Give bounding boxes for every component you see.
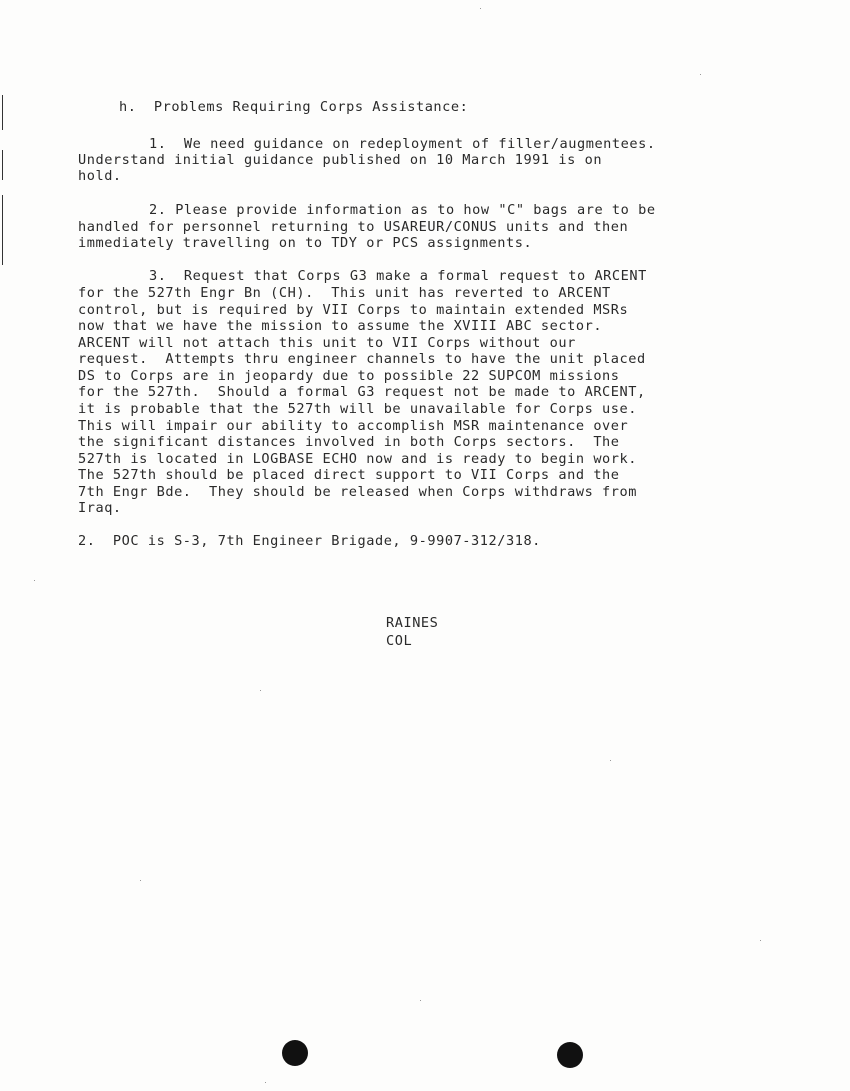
scan-speck [700,74,701,75]
paragraph-3-line-3: control, but is required by VII Corps to maintain extended MSRs [78,302,629,318]
paragraph-3-line-9: it is probable that the 527th will be unavailable for Corps use. [78,401,637,417]
paragraph-3-line-6: request. Attempts thru engineer channels to have the unit placed [78,351,646,367]
paragraph-3-line-13: The 527th should be placed direct support to VII Corps and the [78,467,620,483]
scan-speck [260,690,261,691]
margin-mark [2,95,3,130]
poc-line: 2. POC is S-3, 7th Engineer Brigade, 9-9907-312/318. [78,533,541,549]
paragraph-1-line-1: 1. We need guidance on redeployment of filler/augmentees. [149,136,656,152]
signature-rank: COL [386,633,413,649]
margin-mark [2,195,3,265]
paragraph-3-line-7: DS to Corps are in jeopardy due to possible 22 SUPCOM missions [78,368,620,384]
scan-speck [34,580,35,581]
paragraph-3-line-10: This will impair our ability to accomplish MSR maintenance over [78,418,629,434]
paragraph-3-line-15: Iraq. [78,500,122,516]
paragraph-3-line-4: now that we have the mission to assume the XVIII ABC sector. [78,318,603,334]
paragraph-3-line-12: 527th is located in LOGBASE ECHO now and is ready to begin work. [78,451,637,467]
scan-speck [760,940,761,941]
scan-speck [480,8,481,9]
paragraph-3-line-11: the significant distances involved in both Corps sectors. The [78,434,620,450]
scan-speck [140,880,141,881]
paragraph-3-line-8: for the 527th. Should a formal G3 request not be made to ARCENT, [78,384,646,400]
paragraph-1-line-3: hold. [78,168,122,184]
scan-speck [420,1000,421,1001]
paragraph-3-line-5: ARCENT will not attach this unit to VII Corps without our [78,335,576,351]
paragraph-1-line-2: Understand initial guidance published on 10 March 1991 is on [78,152,603,168]
punch-hole [282,1040,308,1066]
paragraph-3-line-2: for the 527th Engr Bn (CH). This unit has reverted to ARCENT [78,285,611,301]
punch-hole [557,1042,583,1068]
scan-speck [610,760,611,761]
margin-mark [2,150,3,180]
signature-name: RAINES [386,615,439,631]
paragraph-2-line-2: handled for personnel returning to USAREUR/CONUS units and then [78,219,629,235]
paragraph-2-line-3: immediately travelling on to TDY or PCS assignments. [78,235,533,251]
section-heading: h. Problems Requiring Corps Assistance: [119,99,469,115]
paragraph-3-line-1: 3. Request that Corps G3 make a formal request to ARCENT [149,268,647,284]
paragraph-2-line-1: 2. Please provide information as to how "C" bags are to be [149,202,656,218]
scan-speck [265,1082,266,1083]
paragraph-3-line-14: 7th Engr Bde. They should be released when Corps withdraws from [78,484,637,500]
